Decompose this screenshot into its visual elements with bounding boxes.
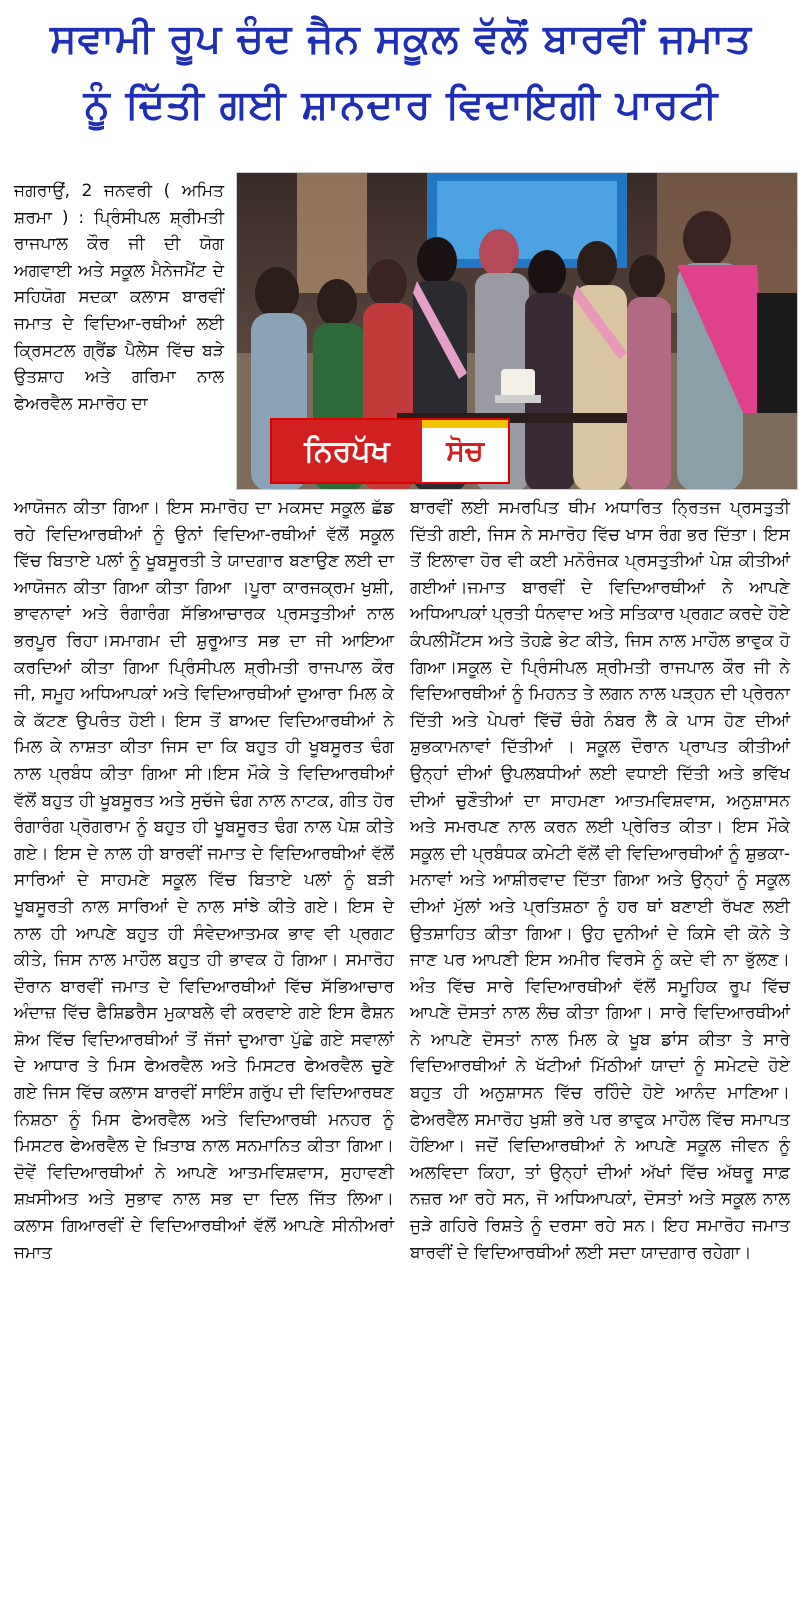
headline-line-1: ਸਵਾਮੀ ਰੂਪ ਚੰਦ ਜੈਨ ਸਕੂਲ ਵੱਲੋਂ ਬਾਰਵੀਂ ਜਮਾਤ — [50, 16, 752, 62]
logo-yellow-stripe — [422, 420, 508, 428]
headline-line-2: ਨੂੰ ਦਿੱਤੀ ਗਈ ਸ਼ਾਨਦਾਰ ਵਿਦਾਇਗੀ ਪਾਰਟੀ — [83, 82, 719, 128]
article-column-left — [14, 495, 394, 1266]
article-text-intro: ਜਗਰਾਉਂ, 2 ਜਨਵਰੀ ( ਅਮਿਤ ਸ਼ਰਮਾ ) : ਪ੍ਰਿੰਸੀਪਲ ਸ਼੍ਰੀਮਤੀ ਰਾਜਪਾਲ ਕੌਰ ਜੀ ਦੀ ਯੋਗ ਅਗਵਾਈ ਅਤੇ ਸਕੂਲ ਮੈਨੇਜਮੈਂਟ ਦੇ ਸਹਿਯੋਗ ਸਦਕਾ ਕਲਾਸ ਬਾਰਵੀਂ ਜਮਾਤ ਦੇ ਵਿਦਿਆ-ਰਥੀਆਂ ਲਈ ਕ੍ਰਿਸਟਲ ਗ੍ਰੈਂਡ ਪੈਲੇਸ ਵਿੱਚ ਬੜੇ ਉਤਸ਼ਾਹ ਅਤੇ ਗਰਿਮਾ ਨਾਲ ਫੇਅਰਵੈਲ ਸਮਾਰੋਹ ਦਾ — [14, 181, 224, 414]
newspaper-logo — [270, 418, 510, 484]
headline — [0, 6, 802, 138]
logo-right-text: ਸੋਚ — [446, 434, 484, 467]
logo-left-block: ਨਿਰਪੱਖ — [272, 420, 422, 482]
article-column-intro — [14, 178, 224, 417]
logo-right-block — [422, 420, 508, 482]
article-text-left: ਆਯੋਜਨ ਕੀਤਾ ਗਿਆ। ਇਸ ਸਮਾਰੋਹ ਦਾ ਮਕਸਦ ਸਕੂਲ ਛੱਡ ਰਹੇ ਵਿਦਿਆਰਥੀਆਂ ਨੂੰ ਉਨਾਂ ਵਿਦਿਆ-ਰਥੀਆਂ ਵੱਲੋਂ ਸਕੂਲ ਵਿੱਚ ਬਿਤਾਏ ਪਲਾਂ ਨੂੰ ਖੂਬਸੂਰਤੀ ਤੇ ਯਾਦਗਾਰ ਬਣਾਉਣ ਲਈ ਦਾ ਆਯੋਜਨ ਕੀਤਾ ਗਿਆ ਕੀਤਾ ਗਿਆ ।ਪੂਰਾ ਕਾਰਜਕ੍ਰਮ ਖੁਸ਼ੀ, ਭਾਵਨਾਵਾਂ ਅਤੇ ਰੰਗਾਰੰਗ ਸੱਭਿਆਚਾਰਕ ਪ੍ਰਸਤੁਤੀਆਂ ਨਾਲ ਭਰਪੂਰ ਰਿਹਾ।ਸਮਾਗਮ ਦੀ ਸ਼ੁਰੂਆਤ ਸਭ ਦਾ ਜੀ ਆਇਆ ਕਰਦਿਆਂ ਕੀਤਾ ਗਿਆ ਪ੍ਰਿੰਸੀਪਲ ਸ਼੍ਰੀਮਤੀ ਰਾਜਪਾਲ ਕੌਰ ਜੀ, ਸਮੂਹ ਅਧਿਆਪਕਾਂ ਅਤੇ ਵਿਦਿਆਰਥੀਆਂ ਦੁਆਰਾ ਮਿਲ ਕੇ ਕੇ ਕੱਟਣ ਉਪਰੰਤ ਹੋਈ। ਇਸ ਤੋਂ ਬਾਅਦ ਵਿਦਿਆਰਥੀਆਂ ਨੇ ਮਿਲ ਕੇ ਨਾਸ਼ਤਾ ਕੀਤਾ ਜਿਸ ਦਾ ਕਿ ਬਹੁਤ ਹੀ ਖੂਬਸੂਰਤ ਢੰਗ ਨਾਲ ਪ੍ਰਬੰਧ ਕੀਤਾ ਗਿਆ ਸੀ।ਇਸ ਮੌਕੇ ਤੇ ਵਿਦਿਆਰਥੀਆਂ ਵੱਲੋਂ ਬਹੁਤ ਹੀ ਖੂਬਸੂਰਤ ਅਤੇ ਸੁਚੱਜੇ ਢੰਗ ਨਾਲ ਨਾਟਕ, ਗੀਤ ਹੋਰ ਰੰਗਾਰੰਗ ਪ੍ਰੋਗਰਾਮ ਨੂੰ ਬਹੁਤ ਹੀ ਖੂਬਸੂਰਤ ਢੰਗ ਨਾਲ ਪੇਸ਼ ਕੀਤੇ ਗਏ। ਇਸ ਦੇ ਨਾਲ ਹੀ ਬਾਰਵੀਂ ਜਮਾਤ ਦੇ ਵਿਦਿਆਰਥੀਆਂ ਵੱਲੋਂ ਸਾਰਿਆਂ ਦੇ ਸਾਹਮਣੇ ਸਕੂਲ ਵਿੱਚ ਬਿਤਾਏ ਪਲਾਂ ਨੂੰ ਬੜੀ ਖੂਬਸੂਰਤੀ ਨਾਲ ਸਾਰਿਆਂ ਦੇ ਨਾਲ ਸਾਂਝੇ ਕੀਤੇ ਗਏ। ਇਸ ਦੇ ਨਾਲ ਹੀ ਆਪਣੇ ਬਹੁਤ ਹੀ ਸੰਵੇਦਆਤਮਕ ਭਾਵ ਵੀ ਪ੍ਰਗਟ ਕੀਤੇ, ਜਿਸ ਨਾਲ ਮਾਹੌਲ ਬਹੁਤ ਹੀ ਭਾਵਕ ਹੋ ਗਿਆ। ਸਮਾਰੋਹ ਦੌਰਾਨ ਬਾਰਵੀਂ ਜਮਾਤ ਦੇ ਵਿਦਿਆਰਥੀਆਂ ਵਿੱਚ ਸੱਭਿਆਚਾਰ ਅੰਦਾਜ਼ ਵਿੱਚ ਫੈਸ਼ਿਡਰੈਸ ਮੁਕਾਬਲੇ ਵੀ ਕਰਵਾਏ ਗਏ ਇਸ ਫੈਸ਼ਨ ਸ਼ੋਅ ਵਿੱਚ ਵਿਦਿਆਰਥੀਆਂ ਤੋਂ ਜੱਜਾਂ ਦੁਆਰਾ ਪੁੱਛੇ ਗਏ ਸਵਾਲਾਂ ਦੇ ਆਧਾਰ ਤੇ ਮਿਸ ਫੇਅਰਵੈਲ ਅਤੇ ਮਿਸਟਰ ਫੇਅਰਵੈਲ ਚੁਣੇ ਗਏ ਜਿਸ ਵਿੱਚ ਕਲਾਸ ਬਾਰਵੀਂ ਸਾਇੰਸ ਗਰੁੱਪ ਦੀ ਵਿਦਿਆਰਥਣ ਨਿਸ਼ਠਾ ਨੂੰ ਮਿਸ ਫੇਅਰਵੈਲ ਅਤੇ ਵਿਦਿਆਰਥੀ ਮਨਹਰ ਨੂੰ ਮਿਸਟਰ ਫੇਅਰਵੈਲ ਦੇ ਖ਼ਿਤਾਬ ਨਾਲ ਸਨਮਾਨਿਤ ਕੀਤਾ ਗਿਆ। ਦੋਵੇਂ ਵਿਦਿਆਰਥੀਆਂ ਨੇ ਆਪਣੇ ਆਤਮਵਿਸ਼ਵਾਸ, ਸੁਹਾਵਣੀ ਸ਼ਖ਼ਸੀਅਤ ਅਤੇ ਸੁਭਾਵ ਨਾਲ ਸਭ ਦਾ ਦਿਲ ਜਿੱਤ ਲਿਆ। ਕਲਾਸ ਗਿਆਰਵੀਂ ਦੇ ਵਿਦਿਆਰਥੀਆਂ ਵੱਲੋਂ ਆਪਣੇ ਸੀਨੀਅਰਾਂ ਜਮਾਤ — [14, 498, 394, 1263]
article-text-right: ਬਾਰਵੀਂ ਲਈ ਸਮਰਪਿਤ ਥੀਮ ਅਧਾਰਿਤ ਨ੍ਰਿਤਜ ਪ੍ਰਸਤੁਤੀ ਦਿੱਤੀ ਗਈ, ਜਿਸ ਨੇ ਸਮਾਰੋਹ ਵਿੱਚ ਖਾਸ ਰੰਗ ਭਰ ਦਿੱਤਾ। ਇਸ ਤੋਂ ਇਲਾਵਾ ਹੋਰ ਵੀ ਕਈ ਮਨੋਰੰਜਕ ਪ੍ਰਸਤੁਤੀਆਂ ਪੇਸ਼ ਕੀਤੀਆਂ ਗਈਆਂ।ਜਮਾਤ ਬਾਰਵੀਂ ਦੇ ਵਿਦਿਆਰਥੀਆਂ ਨੇ ਆਪਣੇ ਅਧਿਆਪਕਾਂ ਪ੍ਰਤੀ ਧੰਨਵਾਦ ਅਤੇ ਸਤਿਕਾਰ ਪ੍ਰਗਟ ਕਰਦੇ ਹੋਏ ਕੰਪਲੀਮੈਂਟਸ ਅਤੇ ਤੋਹਫ਼ੇ ਭੇਟ ਕੀਤੇ, ਜਿਸ ਨਾਲ ਮਾਹੌਲ ਭਾਵੁਕ ਹੋ ਗਿਆ।ਸਕੂਲ ਦੇ ਪ੍ਰਿੰਸੀਪਲ ਸ਼੍ਰੀਮਤੀ ਰਾਜਪਾਲ ਕੌਰ ਜੀ ਨੇ ਵਿਦਿਆਰਥੀਆਂ ਨੂੰ ਮਿਹਨਤ ਤੇ ਲਗਨ ਨਾਲ ਪੜ੍ਹਨ ਦੀ ਪ੍ਰੇਰਨਾ ਦਿੱਤੀ ਅਤੇ ਪੇਪਰਾਂ ਵਿੱਚੋਂ ਚੰਗੇ ਨੰਬਰ ਲੈ ਕੇ ਪਾਸ ਹੋਣ ਦੀਆਂ ਸ਼ੁਭਕਾਮਨਾਵਾਂ ਦਿੱਤੀਆਂ । ਸਕੂਲ ਦੌਰਾਨ ਪ੍ਰਾਪਤ ਕੀਤੀਆਂ ਉਨ੍ਹਾਂ ਦੀਆਂ ਉਪਲਬਧੀਆਂ ਲਈ ਵਧਾਈ ਦਿੱਤੀ ਅਤੇ ਭਵਿੱਖ ਦੀਆਂ ਚੁਣੌਤੀਆਂ ਦਾ ਸਾਹਮਣਾ ਆਤਮਵਿਸ਼ਵਾਸ, ਅਨੁਸ਼ਾਸਨ ਅਤੇ ਸਮਰਪਣ ਨਾਲ ਕਰਨ ਲਈ ਪ੍ਰੇਰਿਤ ਕੀਤਾ। ਇਸ ਮੌਕੇ ਸਕੂਲ ਦੀ ਪ੍ਰਬੰਧਕ ਕਮੇਟੀ ਵੱਲੋਂ ਵੀ ਵਿਦਿਆਰਥੀਆਂ ਨੂੰ ਸ਼ੁਭਕਾ-ਮਨਾਵਾਂ ਅਤੇ ਆਸ਼ੀਰਵਾਦ ਦਿੱਤਾ ਗਿਆ ਅਤੇ ਉਨ੍ਹਾਂ ਨੂੰ ਸਕੂਲ ਦੀਆਂ ਮੁੱਲਾਂ ਅਤੇ ਪ੍ਰਤਿਸ਼ਠਾ ਨੂੰ ਹਰ ਥਾਂ ਬਣਾਈ ਰੱਖਣ ਲਈ ਉਤਸ਼ਾਹਿਤ ਕੀਤਾ ਗਿਆ। ਉਹ ਦੁਨੀਆਂ ਦੇ ਕਿਸੇ ਵੀ ਕੋਨੇ ਤੇ ਜਾਣ ਪਰ ਆਪਣੀ ਇਸ ਅਮੀਰ ਵਿਰਸੇ ਨੂੰ ਕਦੇ ਵੀ ਨਾ ਭੁੱਲਣ। ਅੰਤ ਵਿੱਚ ਸਾਰੇ ਵਿਦਿਆਰਥੀਆਂ ਵੱਲੋਂ ਸਮੂਹਿਕ ਰੂਪ ਵਿੱਚ ਆਪਣੇ ਦੋਸਤਾਂ ਨਾਲ ਲੰਚ ਕੀਤਾ ਗਿਆ। ਸਾਰੇ ਵਿਦਿਆਰਥੀਆਂ ਨੇ ਆਪਣੇ ਦੋਸਤਾਂ ਨਾਲ ਮਿਲ ਕੇ ਖੂਬ ਡਾਂਸ ਕੀਤਾ ਤੇ ਸਾਰੇ ਵਿਦਿਆਰਥੀਆਂ ਨੇ ਖੱਟੀਆਂ ਮਿੱਠੀਆਂ ਯਾਦਾਂ ਨੂੰ ਸਮੇਟਦੇ ਹੋਏ ਬਹੁਤ ਹੀ ਅਨੁਸ਼ਾਸਨ ਵਿੱਚ ਰਹਿੰਦੇ ਹੋਏ ਆਨੰਦ ਮਾਣਿਆ। ਫੇਅਰਵੈਲ ਸਮਾਰੋਹ ਖੁਸ਼ੀ ਭਰੇ ਪਰ ਭਾਵੁਕ ਮਾਹੌਲ ਵਿੱਚ ਸਮਾਪਤ ਹੋਇਆ। ਜਦੋਂ ਵਿਦਿਆਰਥੀਆਂ ਨੇ ਆਪਣੇ ਸਕੂਲ ਜੀਵਨ ਨੂੰ ਅਲਵਿਦਾ ਕਿਹਾ, ਤਾਂ ਉਨ੍ਹਾਂ ਦੀਆਂ ਅੱਖਾਂ ਵਿੱਚ ਅੱਥਰੂ ਸਾਫ਼ ਨਜ਼ਰ ਆ ਰਹੇ ਸਨ, ਜੋ ਅਧਿਆਪਕਾਂ, ਦੋਸਤਾਂ ਅਤੇ ਸਕੂਲ ਨਾਲ ਜੁੜੇ ਗਹਿਰੇ ਰਿਸ਼ਤੇ ਨੂੰ ਦਰਸਾ ਰਹੇ ਸਨ। ਇਹ ਸਮਾਰੋਹ ਜਮਾਤ ਬਾਰਵੀਂ ਦੇ ਵਿਦਿਆਰਥੀਆਂ ਲਈ ਸਦਾ ਯਾਦਗਾਰ ਰਹੇਗਾ। — [410, 498, 790, 1263]
article-column-right — [410, 495, 790, 1266]
